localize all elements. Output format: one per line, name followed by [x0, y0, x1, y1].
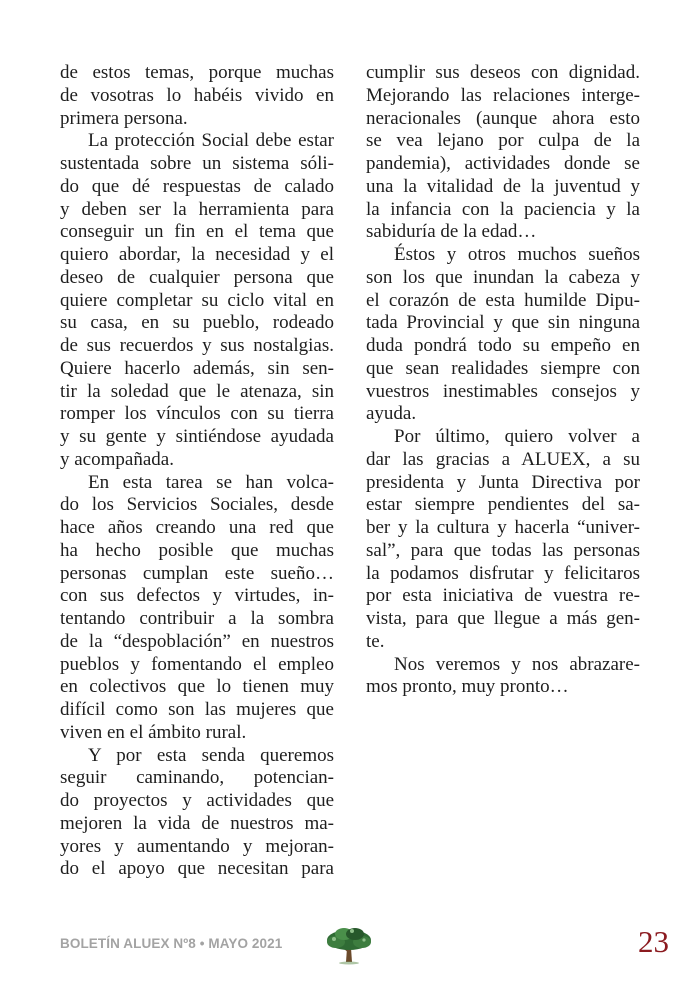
text-line: En esta tarea se han volca- — [88, 471, 334, 493]
text-line: conseguir un fin en el tema que — [60, 221, 334, 243]
text-line: la podamos disfrutar y felicitaros — [366, 562, 640, 584]
article-paragraph — [366, 654, 640, 700]
text-line: de estos temas, porque muchas — [60, 62, 334, 83]
text-line: tir la soledad que le atenaza, sin — [60, 380, 334, 402]
text-line: mos pronto, muy pronto… — [366, 676, 569, 698]
text-line: personas cumplan este sueño… — [60, 562, 334, 584]
text-line: vista, para que llegue a más gen- — [366, 608, 640, 629]
text-line: cumplir sus deseos con dignidad. — [366, 62, 640, 83]
publication-footer: BOLETÍN ALUEX Nº8 • MAYO 2021 — [60, 936, 283, 951]
text-line: la infancia con la paciencia y la — [366, 198, 640, 220]
text-line: duda pondrá todo su empeño en — [366, 335, 640, 356]
text-line: mejoren la vida de nuestros ma- — [60, 812, 334, 834]
text-line: primera persona. — [60, 107, 188, 129]
article-paragraph — [60, 472, 334, 745]
text-line: romper los vínculos con su tierra — [60, 403, 334, 425]
text-line: do que dé respuestas de calado — [60, 175, 334, 197]
text-line: que sean realidades siempre con — [366, 357, 640, 379]
text-line: do proyectos y actividades que — [60, 790, 334, 811]
text-line: Y por esta senda queremos — [88, 744, 334, 766]
text-line: yores y aumentando y mejoran- — [60, 835, 334, 857]
text-line: do el apoyo que necesitan para — [60, 858, 334, 880]
text-line: sal”, para que todas las personas — [366, 539, 640, 561]
article-paragraph — [366, 244, 640, 426]
text-line: el corazón de esta humilde Dipu- — [366, 289, 640, 311]
text-line: con sus defectos y virtudes, in- — [60, 585, 334, 607]
text-line: viven en el ámbito rural. — [60, 721, 247, 743]
text-line: tentando contribuir a la sombra — [60, 608, 334, 629]
text-line: do los Servicios Sociales, desde — [60, 494, 334, 516]
page-number: 23 — [638, 924, 669, 959]
text-line: y deben ser la herramienta para — [60, 198, 334, 220]
text-line: vuestros inestimables consejos y — [366, 380, 640, 402]
text-line: La protección Social debe estar — [88, 130, 334, 152]
article-paragraph — [60, 745, 334, 882]
text-line: sustentada sobre un sistema sóli- — [60, 153, 334, 174]
text-line: son los que inundan la cabeza y — [366, 266, 640, 288]
article-paragraph — [366, 62, 640, 244]
article-column-left — [60, 62, 334, 881]
text-line: quiero abordar, la necesidad y el — [60, 244, 334, 265]
text-line: neracionales (aunque ahora esto — [366, 107, 640, 129]
text-line: ha hecho posible que muchas — [60, 539, 334, 561]
text-line: tada Provincial y que sin ninguna — [366, 312, 640, 334]
text-line: seguir caminando, potencian- — [60, 767, 334, 789]
text-line: y su gente y sintiéndose ayudada — [60, 426, 334, 447]
text-line: Éstos y otros muchos sueños — [394, 244, 640, 265]
text-line: ber y la cultura y hacerla “univer- — [366, 517, 640, 538]
text-line: de sus recuerdos y sus nostalgias. — [60, 335, 334, 356]
text-line: y acompañada. — [60, 448, 174, 470]
text-line: Nos veremos y nos abrazare- — [394, 653, 640, 675]
text-line: sabiduría de la edad… — [366, 221, 537, 243]
text-line: quiere completar su ciclo vital en — [60, 289, 334, 311]
text-line: hace años creando una red que — [60, 517, 334, 538]
text-line: por esta iniciativa de vuestra re- — [366, 585, 640, 607]
text-line: deseo de cualquier persona que — [60, 266, 334, 288]
text-line: presidenta y Junta Directiva por — [366, 471, 640, 493]
text-line: estar siempre pendientes del sa- — [366, 494, 640, 516]
text-line: difícil como son las mujeres que — [60, 699, 334, 720]
text-line: una la vitalidad de la juventud y — [366, 175, 640, 197]
article-paragraph — [366, 426, 640, 654]
text-line: de vosotras lo habéis vivido en — [60, 84, 334, 106]
text-line: pueblos y fomentando el empleo — [60, 653, 334, 675]
text-line: se vea lejano por culpa de la — [366, 130, 640, 152]
article-paragraph — [60, 130, 334, 471]
text-line: pandemia), actividades donde se — [366, 153, 640, 174]
text-line: dar las gracias a ALUEX, a su — [366, 448, 640, 470]
text-line: de la “despoblación” en nuestros — [60, 630, 334, 652]
text-line: te. — [366, 630, 385, 652]
text-line: Mejorando las relaciones interge- — [366, 84, 640, 106]
article-column-right — [366, 62, 640, 699]
text-line: Por último, quiero volver a — [394, 426, 640, 447]
text-line: en colectivos que lo tienen muy — [60, 676, 334, 698]
text-line: su casa, en su pueblo, rodeado — [60, 312, 334, 334]
article-paragraph — [60, 62, 334, 130]
text-line: Quiere hacerlo además, sin sen- — [60, 357, 334, 379]
tree-icon — [322, 922, 376, 966]
text-line: ayuda. — [366, 403, 417, 425]
